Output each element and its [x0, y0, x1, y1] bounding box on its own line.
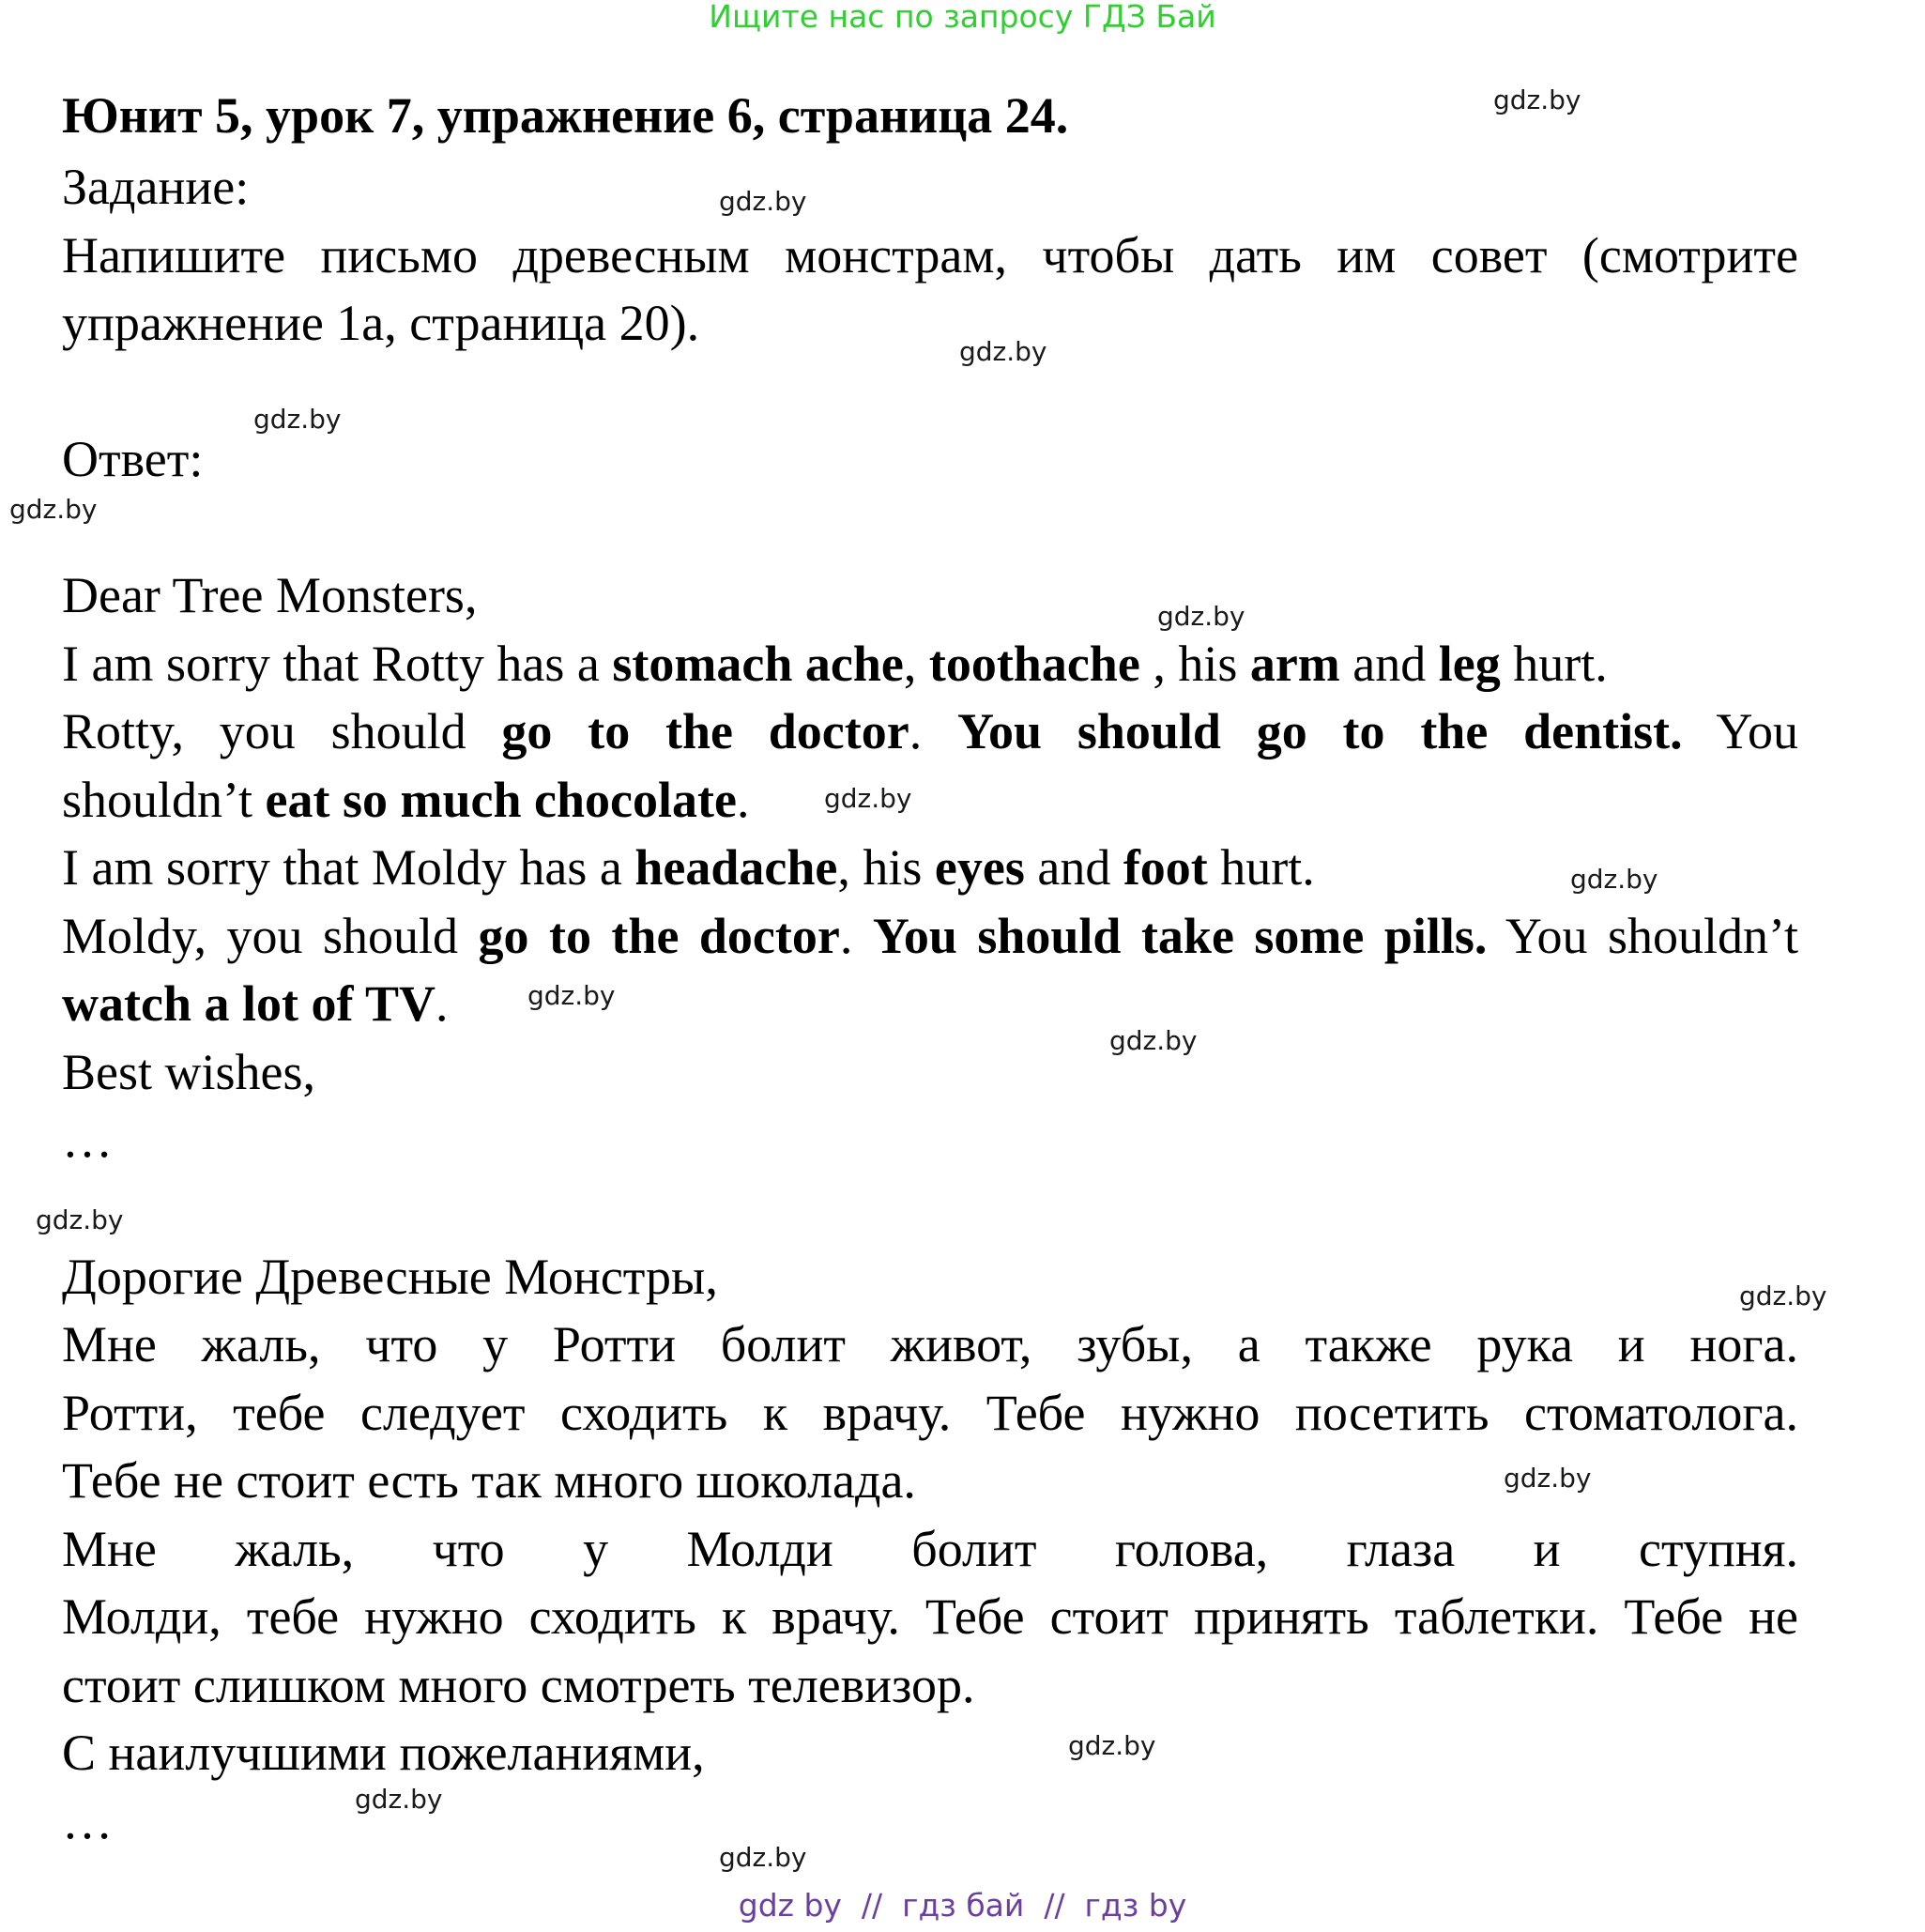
watermark: gdz.by	[959, 336, 1047, 367]
letter-en-closing: Best wishes,	[62, 1044, 315, 1100]
footer: gdz by // гдз бай // гдз by	[738, 1887, 1187, 1924]
letter-ru-signature: …	[62, 1793, 113, 1849]
letter-ru-greeting: Дорогие Древесные Монстры,	[62, 1249, 718, 1305]
answer-label: Ответ:	[62, 431, 204, 487]
letter-ru-closing: С наилучшими пожеланиями,	[62, 1725, 705, 1781]
top-banner: Ищите нас по запросу ГДЗ Бай	[709, 0, 1216, 35]
watermark: gdz.by	[1504, 1463, 1592, 1494]
letter-ru-line-3: Тебе не стоит есть так много шоколада.	[62, 1452, 916, 1509]
letter-en-line-5: Moldy, you should go to the doctor. You should take some pills. You shouldn’t	[62, 908, 1798, 964]
letter-ru-line-6: стоит слишком много смотреть телевизор.	[62, 1657, 975, 1713]
watermark: gdz.by	[9, 494, 98, 525]
letter-en-greeting: Dear Tree Monsters,	[62, 567, 478, 623]
watermark: gdz.by	[1109, 1025, 1198, 1056]
watermark: gdz.by	[36, 1204, 124, 1235]
letter-en-line-1: I am sorry that Rotty has a stomach ache, toothache , his arm and leg hurt.	[62, 636, 1608, 692]
watermark: gdz.by	[527, 980, 616, 1011]
watermark: gdz.by	[719, 186, 807, 217]
letter-en-line-2: Rotty, you should go to the doctor. You should go to the dentist. You	[62, 703, 1799, 759]
letter-en-signature: …	[62, 1112, 113, 1168]
watermark: gdz.by	[1570, 864, 1658, 895]
watermark: gdz.by	[1739, 1280, 1827, 1311]
watermark: gdz.by	[253, 404, 342, 435]
letter-ru-line-5: Молди, тебе нужно сходить к врачу. Тебе стоит принять таблетки. Тебе не	[62, 1588, 1798, 1645]
letter-en-line-4: I am sorry that Moldy has a headache, his eyes and foot hurt.	[62, 839, 1315, 896]
watermark: gdz.by	[824, 783, 912, 814]
watermark: gdz.by	[719, 1842, 807, 1873]
letter-ru-line-2: Ротти, тебе следует сходить к врачу. Тебе нужно посетить стоматолога.	[62, 1385, 1798, 1441]
letter-ru-line-4: Мне жаль, что у Молди болит голова, глаза и ступня.	[62, 1521, 1798, 1577]
task-label: Задание:	[62, 159, 250, 215]
letter-ru-line-1: Мне жаль, что у Ротти болит живот, зубы, а также рука и нога.	[62, 1316, 1798, 1372]
task-line-2: упражнение 1a, страница 20).	[62, 295, 700, 351]
watermark: gdz.by	[1068, 1730, 1156, 1761]
letter-en-line-6: watch a lot of TV.	[62, 975, 449, 1032]
watermark: gdz.by	[1157, 601, 1245, 632]
page-title: Юнит 5, урок 7, упражнение 6, страница 24.	[62, 87, 1069, 144]
task-line-1: Напишите письмо древесным монстрам, чтобы дать им совет (смотрите	[62, 227, 1798, 284]
watermark: gdz.by	[355, 1784, 443, 1815]
watermark: gdz.by	[1493, 84, 1581, 115]
letter-en-line-3: shouldn’t eat so much chocolate.	[62, 772, 750, 828]
